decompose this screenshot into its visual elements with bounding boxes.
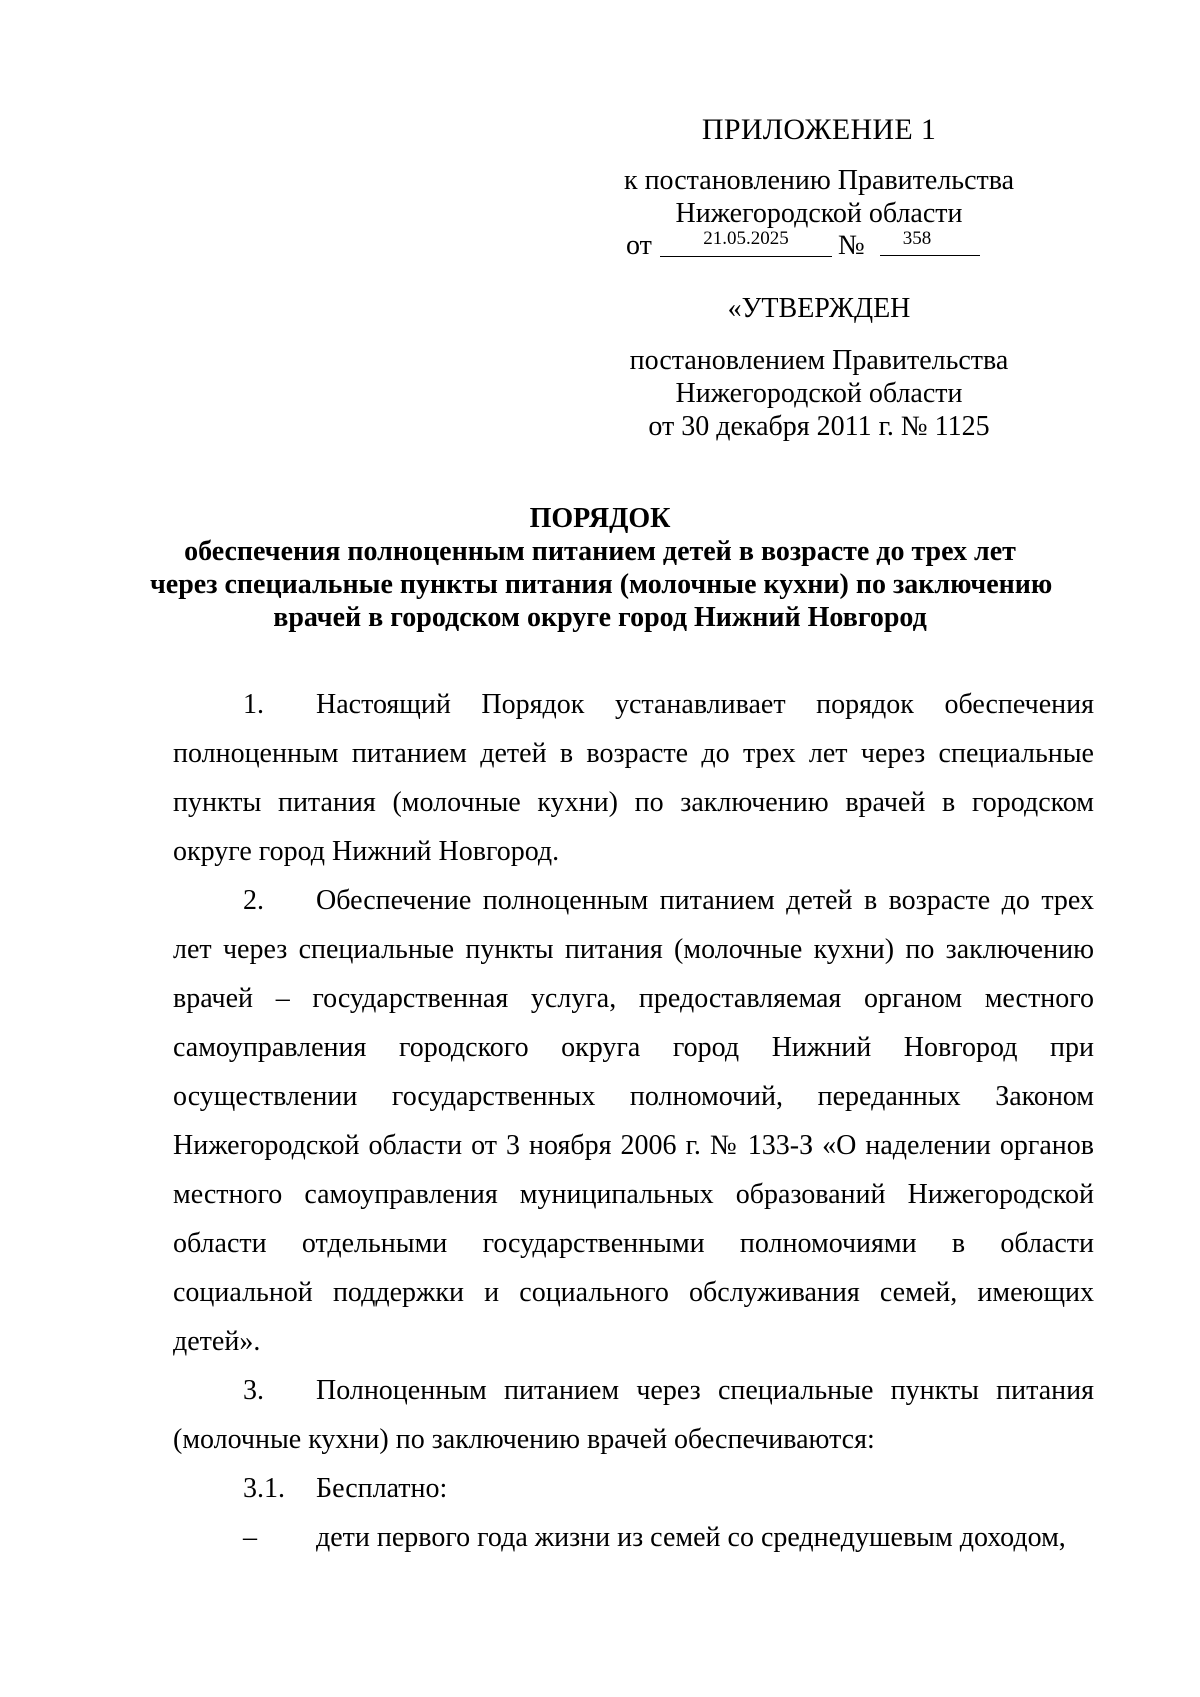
paragraph-line: Нижегородской области от 3 ноября 2006 г. № 133-З «О наделении органов (173, 1130, 1094, 1161)
title-main: ПОРЯДОК (529, 503, 671, 534)
paragraph-line: Обеспечение полноценным питанием детей в возрасте до трех (316, 885, 1094, 916)
paragraph-number: 1. (243, 689, 264, 720)
decree-reference (586, 164, 1052, 230)
date-prefix: от (626, 230, 652, 261)
paragraph-line: местного самоуправления муниципальных образований Нижегородской (173, 1179, 1094, 1210)
number-sign: № (838, 230, 865, 261)
appendix-title: ПРИЛОЖЕНИЕ 1 (701, 113, 937, 146)
list-item-text: дети первого года жизни из семей со среднедушевым доходом, (316, 1522, 1066, 1553)
subparagraph-text: Бесплатно: (316, 1473, 448, 1504)
approved-line: от 30 декабря 2011 г. № 1125 (648, 411, 990, 442)
title-line: обеспечения полноценным питанием детей в возрасте до трех лет (184, 536, 1016, 567)
paragraph-line: самоуправления городского округа город Нижний Новгород при (173, 1032, 1094, 1063)
paragraph-line: Настоящий Порядок устанавливает порядок обеспечения (316, 689, 1094, 720)
paragraph-line: области отдельными государственными полномочиями в области (173, 1228, 1094, 1259)
subparagraph-number: 3.1. (243, 1473, 285, 1504)
paragraph-line: пункты питания (молочные кухни) по заключению врачей в городском (173, 787, 1094, 818)
decree-number: 358 (880, 226, 980, 256)
approved-line: постановлением Правительства (629, 345, 1009, 376)
paragraph-number: 2. (243, 885, 264, 916)
paragraph-number: 3. (243, 1375, 264, 1406)
approved-reference (586, 344, 1052, 443)
paragraph-line: Полноценным питанием через специальные пункты питания (316, 1375, 1094, 1406)
paragraph-line: социальной поддержки и социального обслуживания семей, имеющих (173, 1277, 1094, 1308)
paragraph-line: полноценным питанием детей в возрасте до трех лет через специальные (173, 738, 1094, 769)
decree-date: 21.05.2025 (660, 226, 832, 257)
document-title (150, 502, 1053, 634)
paragraph-line: детей». (173, 1326, 261, 1357)
title-line: через специальные пункты питания (молочные кухни) по заключению (150, 569, 1053, 600)
paragraph-line: (молочные кухни) по заключению врачей обеспечиваются: (173, 1424, 875, 1455)
list-dash-marker: – (243, 1522, 257, 1553)
decree-date-line (626, 226, 986, 262)
decree-line: к постановлению Правительства (623, 165, 1015, 196)
paragraph-line: осуществлении государственных полномочий, переданных Законом (173, 1081, 1094, 1112)
title-line: врачей в городском округе город Нижний Новгород (273, 602, 927, 633)
approved-line: Нижегородской области (675, 378, 963, 409)
paragraph-line: врачей – государственная услуга, предоставляемая органом местного (173, 983, 1094, 1014)
decree-line: Нижегородской области (675, 198, 963, 229)
paragraph-line: округе город Нижний Новгород. (173, 836, 560, 867)
paragraph-line: лет через специальные пункты питания (молочные кухни) по заключению (173, 934, 1094, 965)
approved-title: «УТВЕРЖДЕН (727, 293, 911, 324)
